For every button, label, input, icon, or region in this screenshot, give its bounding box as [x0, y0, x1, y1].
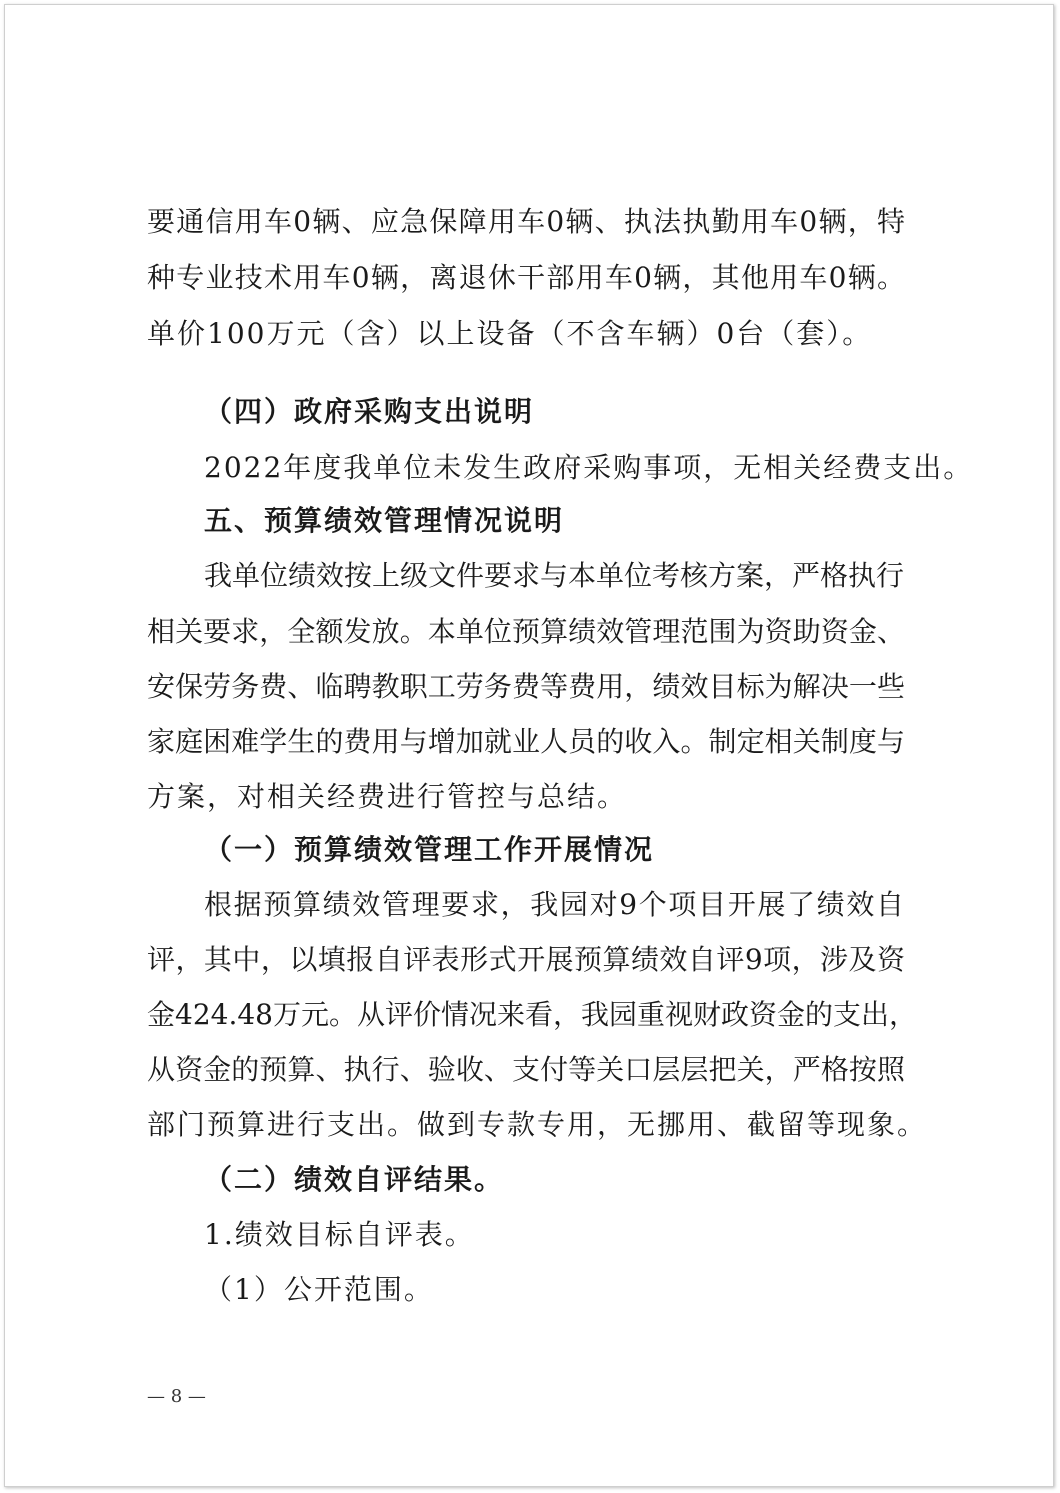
body-text-line: 种专业技术用车0辆，离退休干部用车0辆，其他用车0辆。: [147, 261, 905, 294]
body-text-line: 要通信用车0辆、应急保障用车0辆、执法执勤用车0辆，特: [147, 205, 905, 238]
body-text-line: 金424.48万元。从评价情况来看，我园重视财政资金的支出，: [147, 998, 917, 1031]
body-text-line: 安保劳务费、临聘教职工劳务费等费用，绩效目标为解决一些: [147, 670, 905, 703]
body-text-line: 评，其中，以填报自评表形式开展预算绩效自评9项，涉及资: [147, 943, 905, 976]
chapter-heading: 五、预算绩效管理情况说明: [204, 504, 565, 537]
body-text-line: 2022年度我单位未发生政府采购事项，无相关经费支出。: [204, 451, 974, 484]
body-text-line: 部门预算进行支出。做到专款专用，无挪用、截留等现象。: [147, 1108, 928, 1141]
page-number: — 8 —: [147, 1386, 206, 1407]
body-text-line: 方案，对相关经费进行管控与总结。: [147, 780, 628, 813]
subsection-heading: 1.绩效目标自评表。: [204, 1218, 475, 1251]
document-page: [4, 4, 1054, 1487]
body-text-line: 从资金的预算、执行、验收、支付等关口层层把关，严格按照: [147, 1053, 905, 1086]
section-heading: （二）绩效自评结果。: [204, 1163, 505, 1196]
body-text-line: 我单位绩效按上级文件要求与本单位考核方案，严格执行: [204, 559, 905, 592]
body-text-line: 单价100万元（含）以上设备（不含车辆）0台（套）。: [147, 317, 873, 350]
section-heading: （一）预算绩效管理工作开展情况: [204, 833, 655, 866]
body-text-line: 家庭困难学生的费用与增加就业人员的收入。制定相关制度与: [147, 725, 905, 758]
body-text-line: 根据预算绩效管理要求，我园对9个项目开展了绩效自: [204, 888, 904, 921]
section-heading: （四）政府采购支出说明: [204, 395, 535, 428]
body-text-line: 相关要求，全额发放。本单位预算绩效管理范围为资助资金、: [147, 615, 905, 648]
subsection-heading: （1）公开范围。: [204, 1273, 434, 1306]
